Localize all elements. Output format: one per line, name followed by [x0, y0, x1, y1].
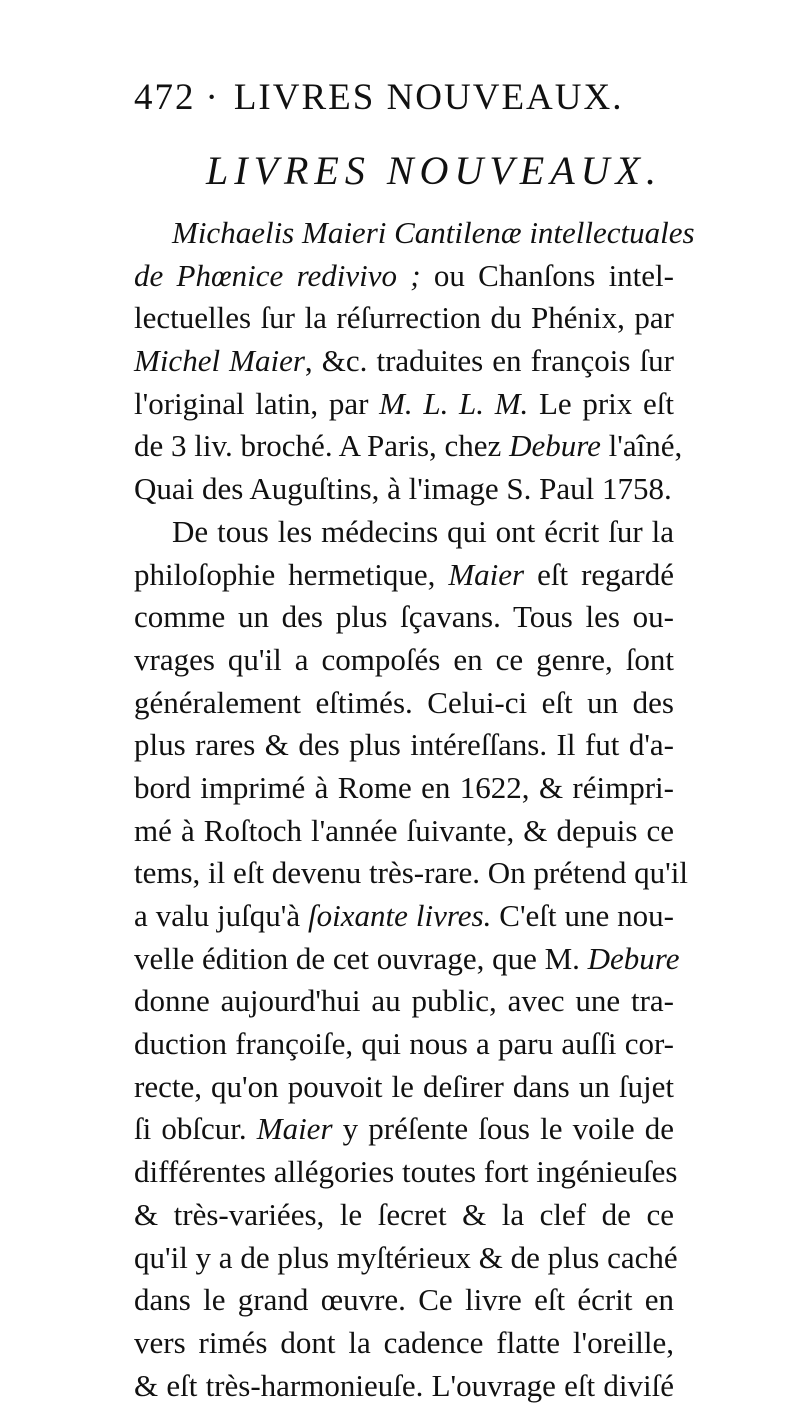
text-run: , &c. traduites en françois ſur [304, 343, 675, 379]
text-run: velle édition de cet ouvrage, que M. [134, 940, 588, 976]
text-line [134, 639, 674, 682]
text-line [134, 297, 674, 340]
text-run: vers rimés dont la cadence flatte l'oreille, [134, 1324, 674, 1360]
text-line [134, 1108, 674, 1151]
text-run: mé à Roſtoch l'année ſuivante, & depuis ce [134, 812, 674, 848]
text-line [134, 340, 674, 383]
text-line [134, 511, 674, 554]
text-line [134, 1365, 674, 1407]
text-run: comme un des plus ſçavans. Tous les ou- [134, 599, 674, 635]
text-line [134, 383, 674, 426]
text-line [134, 1151, 678, 1194]
text-line [134, 810, 674, 853]
italic-run: M. L. L. M. [379, 385, 529, 421]
text-run: & eſt très-harmonieuſe. L'ouvrage eſt diviſé [134, 1367, 674, 1403]
text-line [134, 1322, 674, 1365]
running-title: LIVRES NOUVEAUX. [233, 77, 624, 118]
italic-run: Debure [587, 940, 680, 976]
text-line [134, 1237, 678, 1280]
text-line [134, 1279, 674, 1322]
text-run: Quai des Auguſtins, à l'image S. Paul 1758. [134, 471, 672, 507]
text-line [134, 724, 674, 767]
text-run: vrages qu'il a compoſés en ce genre, ſont [134, 641, 674, 677]
header-separator: · [205, 77, 220, 118]
text-line [134, 895, 674, 938]
italic-run: Maier [448, 556, 525, 592]
text-line [134, 852, 688, 895]
text-line [134, 980, 674, 1023]
text-run: a valu juſqu'à [134, 898, 309, 933]
text-run: recte, qu'on pouvoit le deſirer dans un ſujet [134, 1068, 674, 1104]
text-run: De tous les médecins qui ont écrit ſur la [172, 513, 674, 549]
text-line [134, 1194, 674, 1237]
italic-run: Michaelis Maieri Cantilenæ intellectuales [172, 215, 695, 250]
italic-run: de Phœnice redivivo ; [134, 257, 421, 293]
text-run: de 3 liv. broché. A Paris, chez [134, 428, 510, 464]
text-run: différentes allégories toutes fort ingénieuſes [134, 1154, 678, 1190]
text-run: duction françoiſe, qui nous a paru auſſi cor- [134, 1026, 674, 1062]
text-line [134, 682, 674, 725]
text-run: tems, il eſt devenu très-rare. On prétend qu'il [134, 855, 688, 891]
text-run: C'eſt une nou- [491, 898, 674, 933]
text-run: généralement eſtimés. Celui-ci eſt un des [134, 684, 674, 720]
body-text [134, 212, 695, 1407]
italic-run: Debure [509, 428, 601, 464]
text-run: qu'il y a de plus myſtérieux & de plus caché [134, 1239, 678, 1275]
text-run: ſi obſcur. [134, 1111, 257, 1147]
text-run: ou Chanſons intel- [420, 257, 674, 293]
text-line [134, 596, 674, 639]
italic-run: Maier [256, 1111, 333, 1147]
text-run: lectuelles ſur la réſurrection du Phénix, par [134, 300, 674, 336]
italic-run: ſoixante livres. [308, 898, 492, 933]
text-line [134, 1023, 674, 1066]
text-run: Le prix eſt [528, 385, 674, 421]
text-line [134, 554, 674, 597]
page-number: 472 [134, 77, 196, 118]
text-run: eſt regardé [524, 556, 674, 592]
text-run: l'aîné, [600, 428, 683, 464]
text-run: plus rares & des plus intéreſſans. Il fut d'a- [134, 727, 674, 763]
text-line [134, 1066, 674, 1109]
text-run: donne aujourd'hui au public, avec une tra- [134, 983, 674, 1019]
text-line [134, 425, 683, 468]
text-run: philoſophie hermetique, [134, 556, 449, 592]
text-run: bord imprimé à Rome en 1622, & réimpri- [134, 769, 674, 805]
text-run: & très-variées, le ſecret & la clef de ce [134, 1196, 674, 1232]
text-run: dans le grand œuvre. Ce livre eſt écrit en [134, 1282, 674, 1318]
section-title: LIVRES NOUVEAUX. [206, 148, 662, 193]
text-line [134, 468, 674, 511]
text-run: y préſente ſous le voile de [332, 1111, 674, 1147]
running-head [134, 76, 694, 119]
text-line [134, 938, 680, 981]
text-line [134, 212, 695, 255]
text-line [134, 255, 674, 298]
italic-run: Michel Maier [134, 343, 305, 379]
text-line [134, 767, 674, 810]
text-run: l'original latin, par [134, 385, 380, 421]
